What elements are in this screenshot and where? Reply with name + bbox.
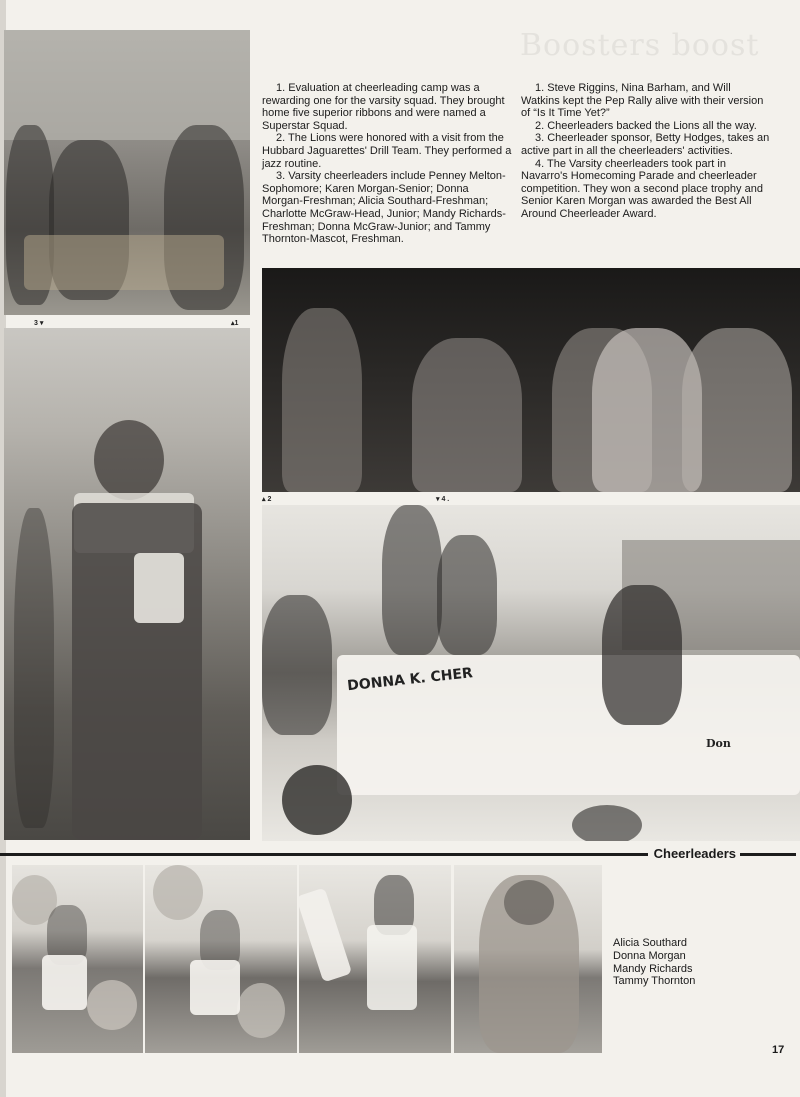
- photo-homecoming-parade: [262, 505, 800, 841]
- section-title: [648, 846, 800, 861]
- caption-paragraph: 4. The Varsity cheerleaders took part in Navarro's Homecoming Parade and cheerleader competition. They won a second place trophy and Senior Karen Morgan was awarded the Best All Around Cheerleader Award.: [521, 157, 763, 220]
- caption-column-right: [521, 82, 771, 221]
- title-dash: [740, 853, 796, 856]
- photo-donna-morgan: [145, 865, 297, 1053]
- caption-paragraph: 1. Steve Riggins, Nina Barham, and Will Watkins kept the Pep Rally alive with their version of “Is It Time Yet?”: [521, 82, 764, 120]
- caption-paragraph: 2. The Lions were honored with a visit from the Hubbard Jaguarettes' Drill Team. They performed a jazz routine.: [262, 132, 512, 170]
- photo-sponsor: [4, 328, 250, 840]
- marker-4: ▾ 4 .: [436, 496, 450, 503]
- marker-3: 3 ▾: [34, 320, 44, 327]
- car-sign: DONNA K. CHER: [346, 665, 474, 695]
- caption-column-left: [262, 82, 512, 246]
- name-item: Tammy Thornton: [613, 975, 696, 988]
- photo-mandy-richards: [299, 865, 451, 1053]
- marker-2: ▴ 2: [262, 496, 272, 503]
- megaphone-label: Don: [706, 737, 731, 750]
- caption-paragraph: 1. Evaluation at cheerleading camp was a rewarding one for the varsity squad. They brought home five superior ribbons and were named a Superstar Squad.: [262, 82, 505, 132]
- names-list: [613, 937, 695, 988]
- page-number: 17: [772, 1044, 785, 1056]
- caption-paragraph: 2. Cheerleaders backed the Lions all the way.: [535, 119, 757, 132]
- name-item: Donna Morgan: [613, 949, 686, 962]
- name-item: Alicia Southard: [613, 937, 687, 949]
- section-title-text: Cheerleaders: [653, 846, 736, 861]
- caption-paragraph: 3. Cheerleader sponsor, Betty Hodges, takes an active part in all the cheerleaders' activities.: [521, 132, 770, 157]
- photo-tammy-thornton-mascot: [454, 865, 602, 1053]
- photo-cheerleaders-clapping: [262, 268, 800, 492]
- name-item: Mandy Richards: [613, 962, 693, 975]
- ghost-heading: Boosters boost: [520, 28, 760, 63]
- photo-pep-rally: [4, 30, 250, 315]
- caption-paragraph: 3. Varsity cheerleaders include Penney Melton-Sophomore; Karen Morgan-Senior; Donna Morgan-Freshman; Alicia Southard-Freshman; Charlotte McGraw-Head, Junior; Mandy Richards-Freshman; Donna McGraw-Junior; and Tammy Thornton-Mascot, Freshman.: [262, 170, 506, 246]
- photo-alicia-southard: [12, 865, 143, 1053]
- marker-1: ▴1: [231, 320, 239, 327]
